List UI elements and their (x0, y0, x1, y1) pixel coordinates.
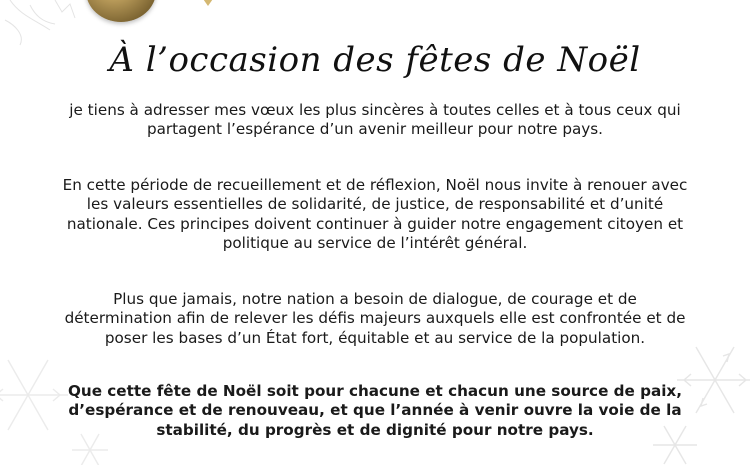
page-title: À l’occasion des fêtes de Noël (109, 40, 641, 80)
gold-star-icon (199, 0, 217, 6)
paragraph-nation: Plus que jamais, notre nation a besoin de dialogue, de courage et de détermination afin de relever les défis majeurs auxquels elle est confrontée et de poser les bases d’un État fort, équitable et au service de la population. (64, 290, 686, 347)
paragraph-values: En cette période de recueillement et de réflexion, Noël nous invite à renouer avec les valeurs essentielles de solidarité, de justice, de responsabilité et d’unité nationale. Ces principes doivent continuer à guider notre engagement citoyen et politique au service de l’intérêt général. (62, 176, 688, 252)
paragraph-wishes: Que cette fête de Noël soit pour chacune et chacun une source de paix, d’espérance et de renouveau, et que l’année à venir ouvre la voie de la stabilité, du progrès et de dignité pour notre pays. (67, 382, 683, 439)
christmas-ball-icon (86, 0, 156, 22)
paragraph-greeting: je tiens à adresser mes vœux les plus sincères à toutes celles et à tous ceux qui partagent l’espérance d’un avenir meilleur pour notre pays. (69, 101, 681, 139)
